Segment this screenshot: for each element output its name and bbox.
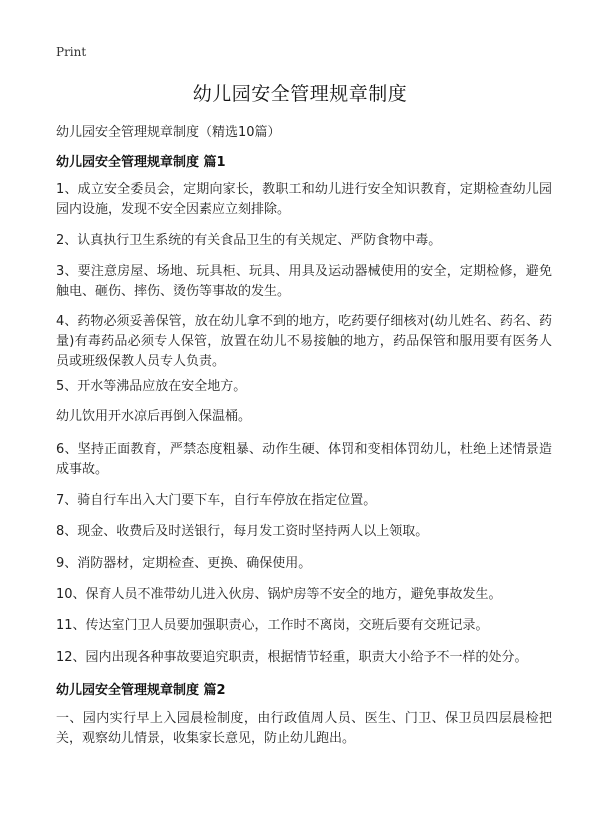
section-heading-1: 幼儿园安全管理规章制度 篇1	[56, 155, 226, 170]
page-title: 幼儿园安全管理规章制度	[192, 83, 408, 105]
document-subtitle: 幼儿园安全管理规章制度（精选10篇）	[56, 125, 281, 140]
paragraph: 一、园内实行早上入园晨检制度，由行政值周人员、医生、门卫、保卫员四层晨检把关，观察幼儿情景，收集家长意见，防止幼儿跑出。	[56, 711, 552, 746]
paragraph: 5、开水等沸品应放在安全地方。	[56, 379, 247, 394]
paragraph: 3、要注意房屋、场地、玩具柜、玩具、用具及运动器械使用的安全，定期检修，避免触电、砸伤、摔伤、烫伤等事故的发生。	[56, 264, 552, 299]
paragraph: 11、传达室门卫人员要加强职责心，工作时不离岗，交班后要有交班记录。	[56, 618, 489, 633]
print-link[interactable]: Print	[56, 45, 87, 59]
paragraph: 12、园内出现各种事故要追究职责，根据情节轻重，职责大小给予不一样的处分。	[56, 650, 528, 665]
paragraph: 4、药物必须妥善保管，放在幼儿拿不到的地方，吃药要仔细核对(幼儿姓名、药名、药量)有毒药品必须专人保管，放置在幼儿不易接触的地方，药品保管和服用要有医务人员或班级保教人员专人负责。	[56, 314, 552, 369]
paragraph: 7、骑自行车出入大门要下车，自行车停放在指定位置。	[56, 493, 377, 508]
paragraph: 10、保育人员不准带幼儿进入伙房、锅炉房等不安全的地方，避免事故发生。	[56, 587, 502, 602]
section-heading-2: 幼儿园安全管理规章制度 篇2	[56, 683, 226, 698]
paragraph: 9、消防器材，定期检查、更换、确保使用。	[56, 556, 312, 571]
paragraph: 2、认真执行卫生系统的有关食品卫生的有关规定、严防食物中毒。	[56, 233, 442, 248]
paragraph: 6、坚持正面教育，严禁态度粗暴、动作生硬、体罚和变相体罚幼儿，杜绝上述情景造成事故。	[56, 442, 552, 477]
paragraph: 1、成立安全委员会，定期向家长，教职工和幼儿进行安全知识教育，定期检查幼儿园园内设施，发现不安全因素应立刻排除。	[56, 182, 552, 217]
paragraph: 8、现金、收费后及时送银行，每月发工资时坚持两人以上领取。	[56, 524, 429, 539]
paragraph: 幼儿饮用开水凉后再倒入保温桶。	[56, 409, 252, 424]
